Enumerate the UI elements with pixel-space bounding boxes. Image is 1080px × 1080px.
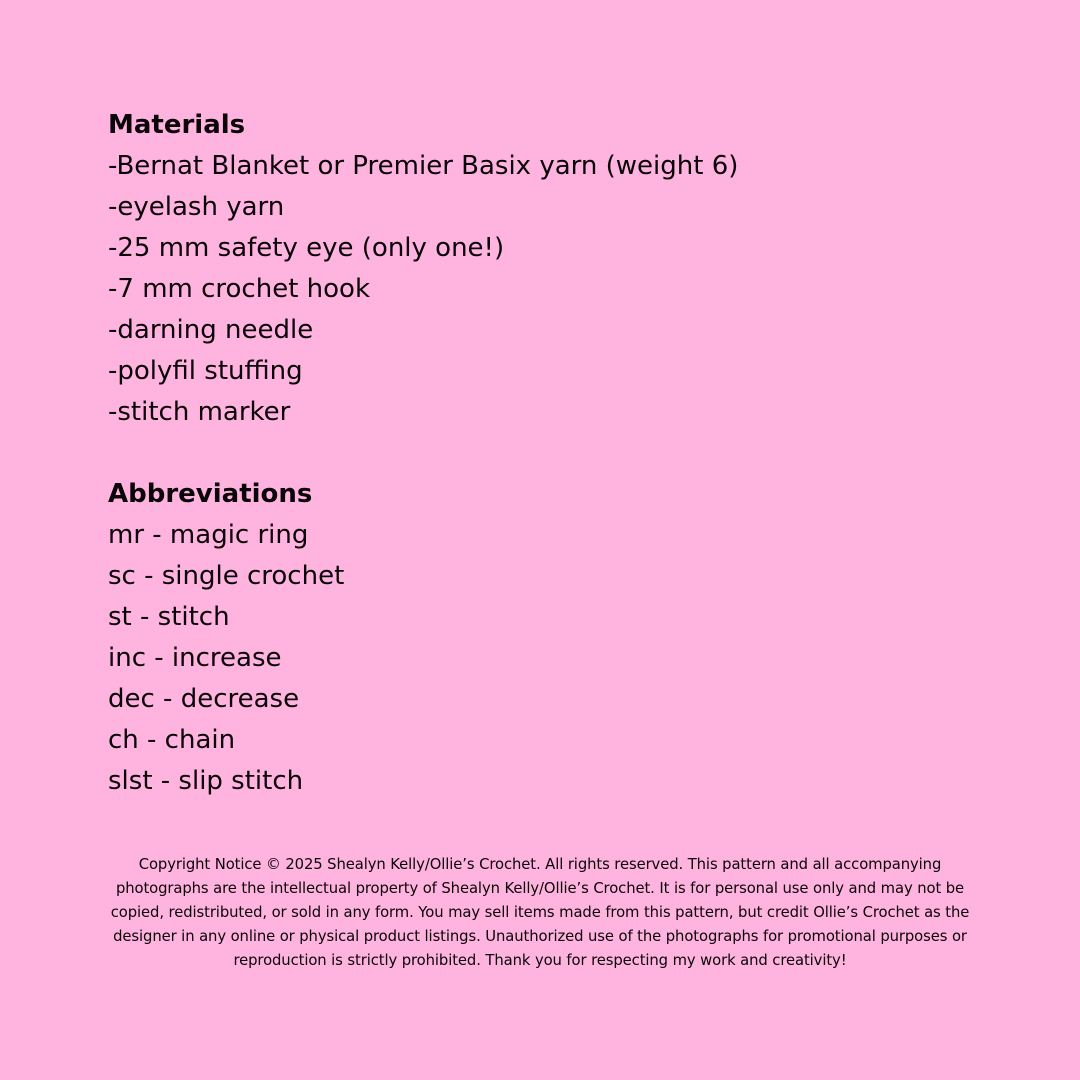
materials-section: [108, 105, 968, 433]
materials-list: [108, 146, 968, 433]
materials-item: -Bernat Blanket or Premier Basix yarn (weight 6): [108, 151, 739, 181]
abbreviation-item: dec - decrease: [108, 684, 300, 714]
abbreviation-item: mr - magic ring: [108, 520, 309, 550]
copyright-notice: Copyright Notice © 2025 Shealyn Kelly/Ollie’s Crochet. All rights reserved. This pattern and all accompanying photographs are the intellectual property of Shealyn Kelly/Ollie’s Crochet. It is for personal use only and may not be copied, redistributed, or sold in any form. You may sell items made from this pattern, but credit Ollie’s Crochet as the designer in any online or physical product listings. Unauthorized use of the photographs for promotional purposes or reproduction is strictly prohibited. Thank you for respecting my work and creativity!: [110, 856, 970, 969]
abbreviation-item: inc - increase: [108, 643, 282, 673]
abbreviations-list: [108, 515, 968, 802]
materials-item: -25 mm safety eye (only one!): [108, 233, 505, 263]
abbreviations-section: [108, 474, 968, 802]
abbreviation-item: st - stitch: [108, 602, 230, 632]
abbreviations-heading: Abbreviations: [108, 479, 313, 509]
materials-heading: Materials: [108, 110, 246, 140]
abbreviation-item: slst - slip stitch: [108, 766, 304, 796]
materials-item: -darning needle: [108, 315, 314, 345]
materials-item: -7 mm crochet hook: [108, 274, 371, 304]
materials-item: -eyelash yarn: [108, 192, 285, 222]
abbreviation-item: ch - chain: [108, 725, 236, 755]
materials-item: -stitch marker: [108, 397, 291, 427]
abbreviation-item: sc - single crochet: [108, 561, 345, 591]
materials-item: -polyfil stuffing: [108, 356, 303, 386]
